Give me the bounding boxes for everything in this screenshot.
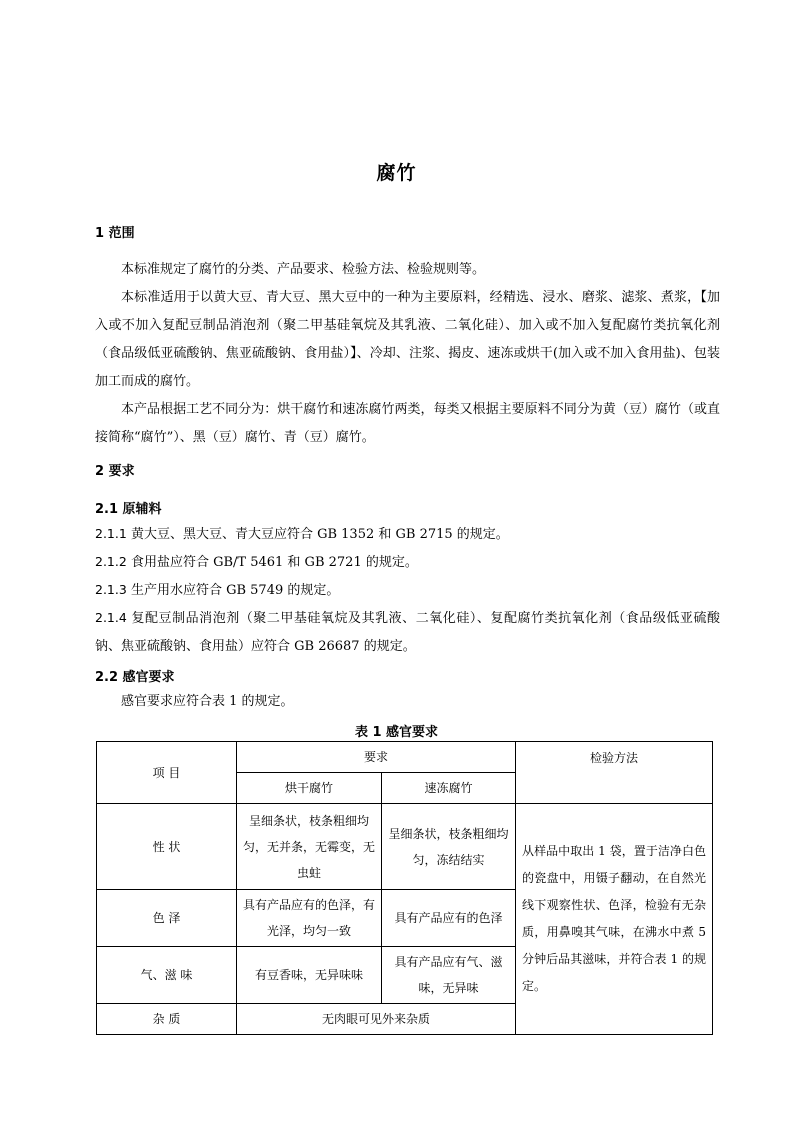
header-requirements: 要求 — [237, 742, 516, 773]
item-text: 复配豆制品消泡剂（聚二甲基硅氧烷及其乳液、二氧化硅）、复配腐竹类抗氧化剂（食品级低亚硫酸钠、焦亚硫酸钠、食用盐）应符合 GB 26687 的规定。 — [95, 611, 720, 654]
header-frozen: 速冻腐竹 — [382, 773, 516, 804]
section-2-heading: 2 要求 — [95, 464, 135, 479]
requirement-item-2-1-2 — [95, 548, 720, 577]
requirement-item-2-1-4 — [95, 604, 720, 661]
row-item: 杂 质 — [97, 1004, 237, 1035]
section-1-heading: 1 范围 — [95, 226, 135, 241]
requirement-item-2-1-1 — [95, 520, 720, 549]
row-dried: 呈细条状，枝条粗细均匀，无并条，无霉变，无虫蛀 — [237, 804, 382, 890]
scope-paragraph-3: 本产品根据工艺不同分为：烘干腐竹和速冻腐竹两类，每类又根据主要原料不同分为黄（豆）腐竹（或直接简称“腐竹”）、黑（豆）腐竹、青（豆）腐竹。 — [95, 402, 720, 445]
scope-paragraph-1: 本标准规定了腐竹的分类、产品要求、检验方法、检验规则等。 — [121, 262, 486, 277]
sensory-requirements-table — [96, 741, 713, 1035]
document-title: 腐竹 — [376, 162, 417, 184]
sensory-intro: 感官要求应符合表 1 的规定。 — [121, 694, 294, 709]
header-method: 检验方法 — [516, 742, 713, 804]
row-item: 气、滋 味 — [97, 947, 237, 1004]
row-dried: 有豆香味，无异味味 — [237, 947, 382, 1004]
item-number: 2.1.3 — [95, 582, 127, 597]
header-item: 项 目 — [97, 742, 237, 804]
row-both: 无肉眼可见外来杂质 — [237, 1004, 516, 1035]
item-text: 生产用水应符合 GB 5749 的规定。 — [130, 583, 340, 598]
row-dried: 具有产品应有的色泽，有光泽，均匀一致 — [237, 890, 382, 947]
item-number: 2.1.4 — [95, 610, 127, 625]
item-text: 黄大豆、黑大豆、青大豆应符合 GB 1352 和 GB 2715 的规定。 — [130, 527, 509, 542]
table-header-row — [97, 742, 713, 773]
requirement-item-2-1-3 — [95, 576, 720, 605]
row-frozen: 具有产品应有气、滋味，无异味 — [382, 947, 516, 1004]
item-number: 2.1.2 — [95, 554, 127, 569]
header-dried: 烘干腐竹 — [237, 773, 382, 804]
section-2-2-heading: 2.2 感官要求 — [95, 670, 175, 685]
row-item: 性 状 — [97, 804, 237, 890]
row-item: 色 泽 — [97, 890, 237, 947]
table-row — [97, 804, 713, 890]
scope-paragraph-2: 本标准适用于以黄大豆、青大豆、黑大豆中的一种为主要原料，经精选、浸水、磨浆、滤浆、煮浆，【加入或不加入复配豆制品消泡剂（聚二甲基硅氧烷及其乳液、二氧化硅）、加入或不加入复配腐竹类抗氧化剂（食品级低亚硫酸钠、焦亚硫酸钠、食用盐）】、冷却、注浆、揭皮、速冻或烘干(加入或不加入食用盐)、包装加工而成的腐竹。 — [95, 290, 720, 389]
item-text: 食用盐应符合 GB/T 5461 和 GB 2721 的规定。 — [130, 555, 418, 570]
table-caption: 表 1 感官要求 — [354, 725, 439, 740]
item-number: 2.1.1 — [95, 526, 127, 541]
row-frozen: 具有产品应有的色泽 — [382, 890, 516, 947]
method-cell: 从样品中取出 1 袋，置于洁净白色的瓷盘中，用镊子翻动，在自然光线下观察性状、色泽，检验有无杂质，用鼻嗅其气味，在沸水中煮 5 分钟后品其滋味，并符合表 1 的规定。 — [516, 804, 713, 1035]
section-2-1-heading: 2.1 原辅料 — [95, 502, 162, 517]
row-frozen: 呈细条状，枝条粗细均匀，冻结结实 — [382, 804, 516, 890]
